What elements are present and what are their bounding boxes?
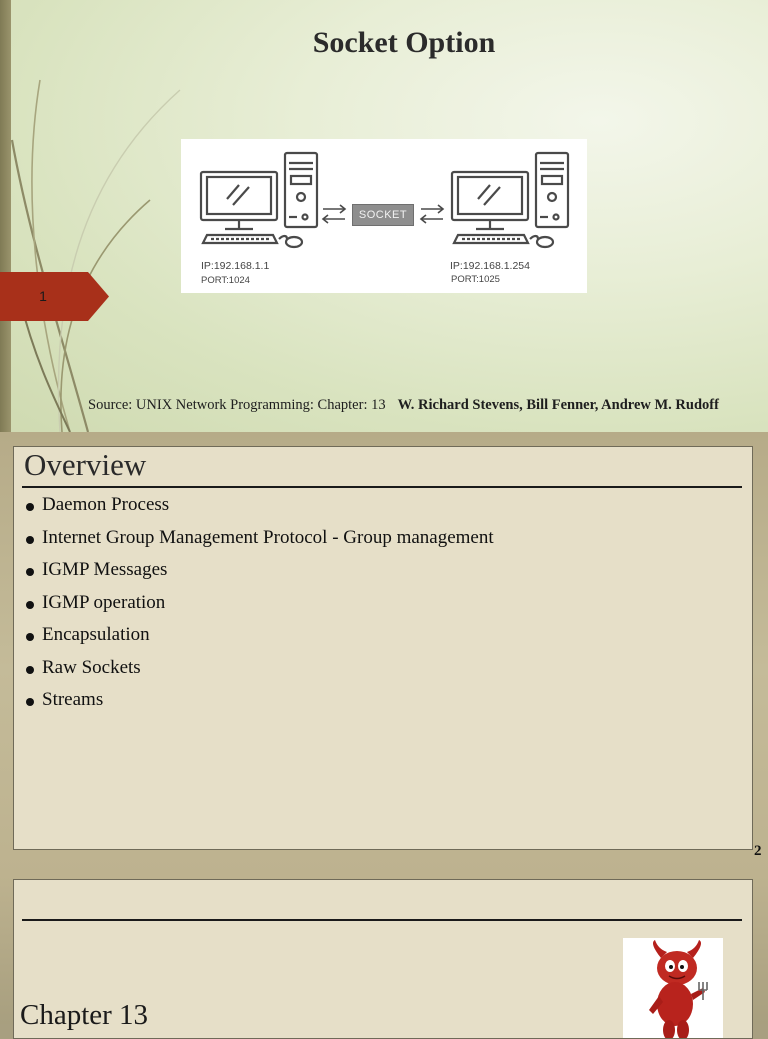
source-citation	[88, 397, 719, 414]
bullet-icon	[26, 503, 34, 511]
slide-title: Chapter 13	[20, 999, 149, 1031]
source-text: Source: UNIX Network Programming: Chapter: 13	[88, 397, 386, 413]
slide-3	[13, 879, 753, 1039]
page-number-badge	[0, 272, 110, 321]
list-item: Daemon Process	[24, 494, 494, 527]
slide-2	[13, 446, 753, 850]
list-item: Internet Group Management Protocol - Group management	[24, 527, 494, 560]
bullet-icon	[26, 698, 34, 706]
list-item: IGMP Messages	[24, 559, 494, 592]
list-item: IGMP operation	[24, 592, 494, 625]
list-item: Encapsulation	[24, 624, 494, 657]
bullet-icon	[26, 666, 34, 674]
right-computer-icon	[452, 153, 568, 247]
bullet-list	[24, 494, 494, 722]
page-number: 1	[39, 288, 47, 304]
title-divider	[22, 486, 742, 488]
right-ip-label: IP:192.168.1.254	[450, 260, 530, 272]
bullet-icon	[26, 536, 34, 544]
list-item: Streams	[24, 689, 494, 722]
bullet-icon	[26, 633, 34, 641]
page-number: 2	[754, 843, 762, 859]
slide-1	[0, 0, 768, 432]
slide-title: Overview	[24, 447, 147, 482]
socket-diagram	[181, 139, 587, 293]
list-item: Raw Sockets	[24, 657, 494, 690]
decorative-curves	[0, 0, 200, 432]
bullet-icon	[26, 568, 34, 576]
left-ip-label: IP:192.168.1.1	[201, 260, 270, 272]
bullet-icon	[26, 601, 34, 609]
left-port-label: PORT:1024	[201, 275, 250, 286]
socket-label: SOCKET	[352, 204, 414, 226]
right-port-label: PORT:1025	[451, 274, 500, 285]
title-divider	[22, 919, 742, 921]
source-authors: W. Richard Stevens, Bill Fenner, Andrew M. Rudoff	[397, 397, 719, 413]
slide-title: Socket Option	[312, 26, 496, 59]
left-computer-icon	[201, 153, 317, 247]
